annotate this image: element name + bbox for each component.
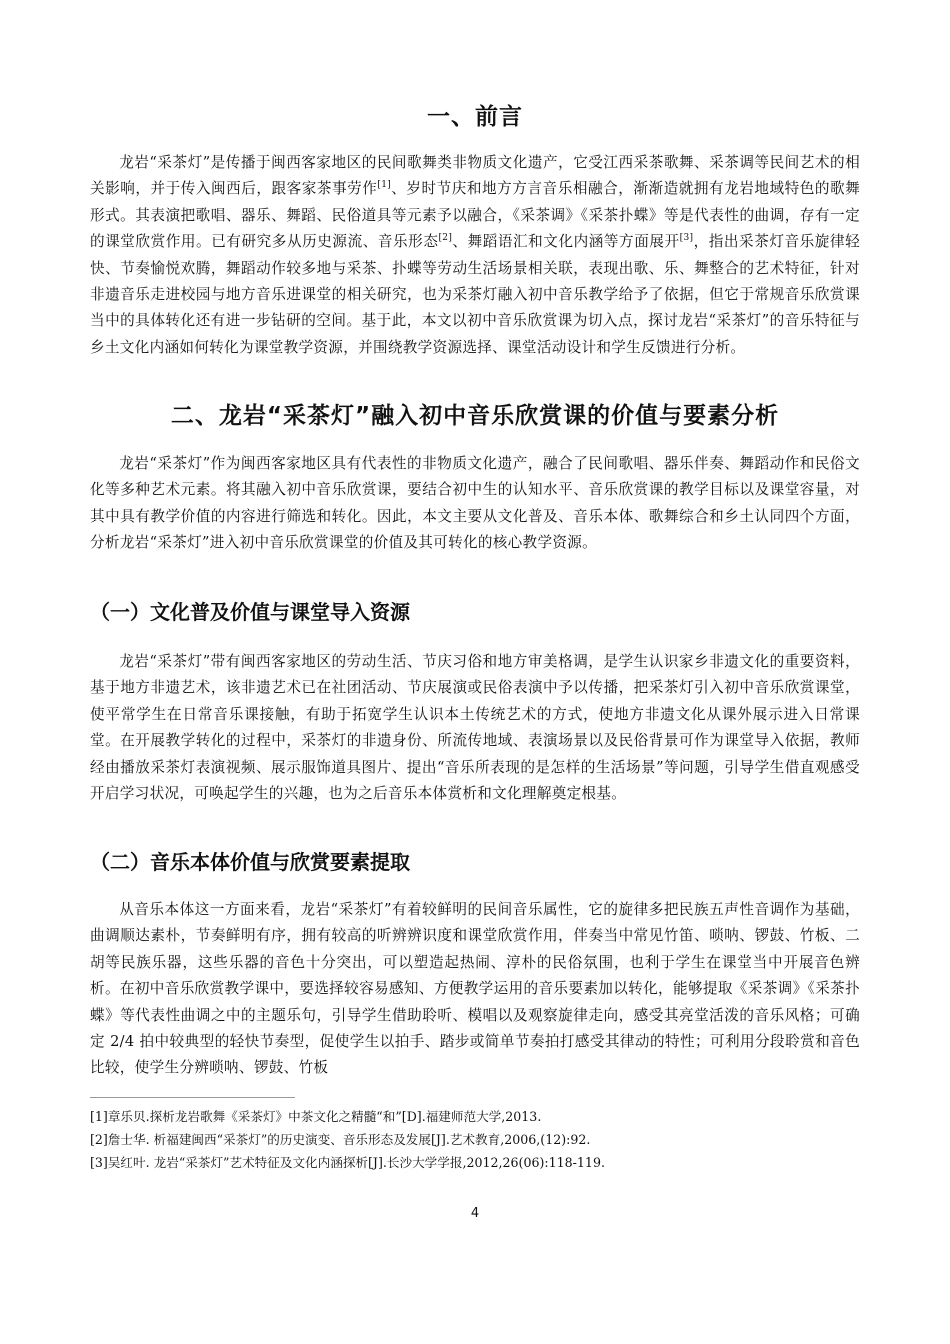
music-paragraph: 从音乐本体这一方面来看，龙岩“采茶灯”有着较鲜明的民间音乐属性，它的旋律多把民族五声性音调作为基础，曲调顺达素朴，节奏鲜明有序，拥有较高的听辨辨识度和课堂欣赏作用，伴奏当中常见竹笛、唢呐、锣鼓、竹板、二胡等民族乐器，这些乐器的音色十分突出，可以塑造起热闹、淳朴的民俗氛围，也利于学生在课堂当中开展音色辨析。在初中音乐欣赏教学课中，要选择较容易感知、方便教学运用的音乐要素加以转化，能够提取《采茶调》《采茶扑蝶》等代表性曲调之中的主题乐句，引导学生借助聆听、模唱以及观察旋律走向，感受其亮堂活泼的音乐风格；可确定 2/4 拍中较典型的轻快节奏型，促使学生以拍手、踏步或简单节奏拍打感受其律动的特性；可利用分段聆赏和音色比较，使学生分辨唢呐、锣鼓、竹板 [90,901,860,1077]
footnote-ref-1[interactable]: [1] [377,180,392,191]
preface-paragraph: 龙岩“采茶灯”是传播于闽西客家地区的民间歌舞类非物质文化遗产，它受江西采茶歌舞、采茶调等民间艺术的相关影响，并于传入闽西后，跟客家茶事劳作[1]、岁时节庆和地方方言音乐相融合，渐渐造就拥有龙岩地域特色的歌舞形式。其表演把歌唱、器乐、舞蹈、民俗道具等元素予以融合，《采茶调》《采茶扑蝶》等是代表性的曲调，存有一定的课堂欣赏作用。已有研究多从历史源流、音乐形态[2]、舞蹈语汇和文化内涵等方面展开[3]，指出采茶灯音乐旋律轻快、节奏愉悦欢腾，舞蹈动作较多地与采茶、扑蝶等劳动生活场景相关联，表现出歌、乐、舞整合的艺术特征，针对非遗音乐走进校园与地方音乐进课堂的相关研究，也为采茶灯融入初中音乐教学给予了依据，但它于常规音乐欣赏课当中的具体转化还有进一步钻研的空间。基于此，本文以初中音乐欣赏课为切入点，探讨龙岩“采茶灯”的音乐特征与乡土文化内涵如何转化为课堂教学资源，并围绕教学资源选择、课堂活动设计和学生反馈进行分析。 [90,154,860,356]
value-analysis-paragraph: 龙岩“采茶灯”作为闽西客家地区具有代表性的非物质文化遗产，融合了民间歌唱、器乐伴奏、舞蹈动作和民俗文化等多种艺术元素。将其融入初中音乐欣赏课，要结合初中生的认知水平、音乐欣赏课的教学目标以及课堂容量，对其中具有教学价值的内容进行筛选和转化。因此，本文主要从文化普及、音乐本体、歌舞综合和乡土认同四个方面，分析龙岩“采茶灯”进入初中音乐欣赏课堂的价值及其可转化的核心教学资源。 [90,455,860,552]
footnote-ref-3[interactable]: [3] [679,233,694,244]
subsection-heading-music: （二）音乐本体价值与欣赏要素提取 [90,850,410,874]
footnote-separator [90,1097,295,1098]
footnote-3: [3]吴红叶. 龙岩“采茶灯”艺术特征及文化内涵探析[J].长沙大学学报,2012,26(06):118-119. [90,1155,605,1170]
footnote-1: [1]章乐贝.探析龙岩歌舞《采茶灯》中茶文化之精髓“和”[D].福建师范大学,2013. [90,1109,542,1124]
subsection-heading-culture: （一）文化普及价值与课堂导入资源 [90,600,410,624]
page-number: 4 [470,1206,480,1221]
culture-paragraph: 龙岩“采茶灯”带有闽西客家地区的劳动生活、节庆习俗和地方审美格调，是学生认识家乡非遗文化的重要资料，基于地方非遗艺术，该非遗艺术已在社团活动、节庆展演或民俗表演中予以传播，把采茶灯引入初中音乐欣赏课堂，使平常学生在日常音乐课接触，有助于拓宽学生认识本土传统艺术的方式，使地方非遗文化从课外展示进入日常课堂。在开展教学转化的过程中，采茶灯的非遗身份、所流传地域、表演场景以及民俗背景可作为课堂导入依据，教师经由播放采茶灯表演视频、展示服饰道具图片、提出“音乐所表现的是怎样的生活场景”等问题，引导学生借直观感受开启学习状况，可唤起学生的兴趣，也为之后音乐本体赏析和文化理解奠定根基。 [90,653,860,803]
footnote-ref-2[interactable]: [2] [438,233,453,244]
footnote-2: [2]詹士华. 析福建闽西“采茶灯”的历史演变、音乐形态及发展[J].艺术教育,2006,(12):92. [90,1132,591,1147]
section-heading-value-analysis: 二、龙岩“采茶灯”融入初中音乐欣赏课的价值与要素分析 [170,403,780,429]
section-heading-preface: 一、前言 [427,104,523,130]
